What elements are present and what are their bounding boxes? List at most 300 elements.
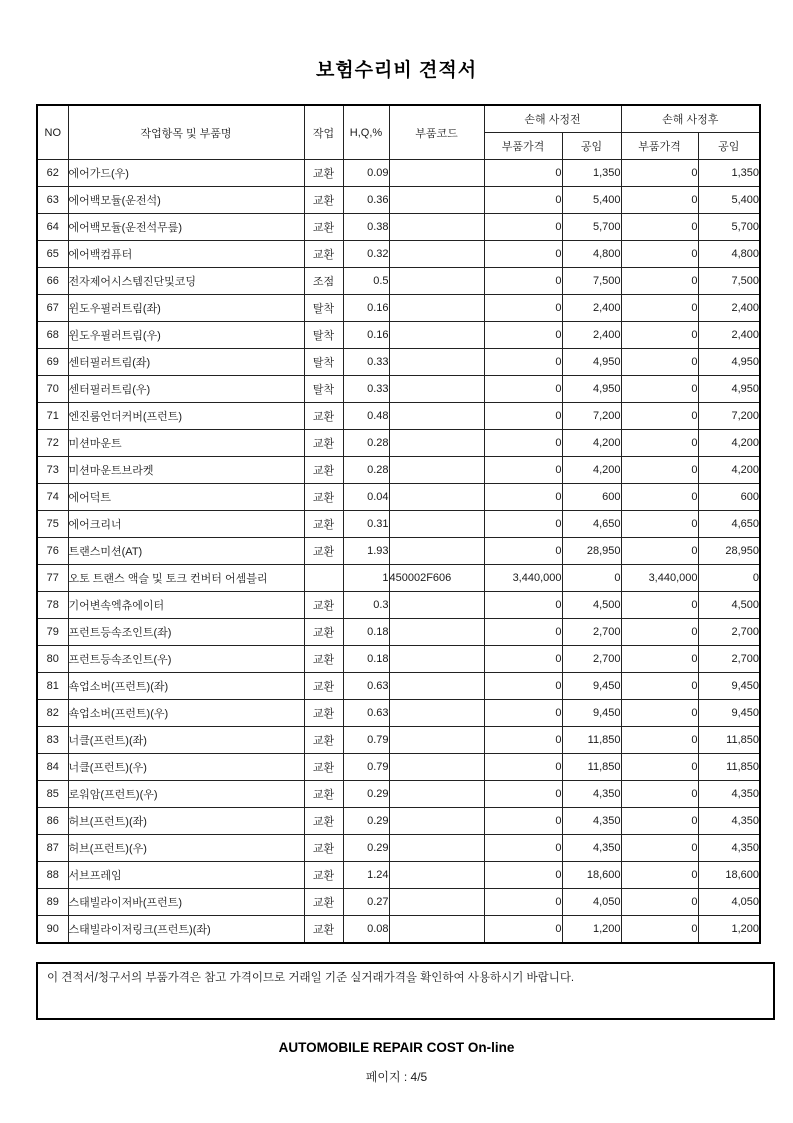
work-cell: 교환 [304,700,343,727]
part-code-cell: 450002F606 [389,565,484,592]
work-cell: 교환 [304,187,343,214]
hq-cell: 0.38 [343,214,389,241]
table-row [37,646,760,673]
item-cell: 허브(프런트)(좌) [68,808,304,835]
before-part-price-cell: 0 [484,592,562,619]
table-row [37,592,760,619]
after-part-price-cell: 3,440,000 [621,565,698,592]
before-part-price-cell: 0 [484,403,562,430]
work-cell: 교환 [304,160,343,187]
after-labor-cell: 1,350 [698,160,760,187]
item-cell: 트랜스미션(AT) [68,538,304,565]
no-cell: 83 [37,727,68,754]
part-code-cell [389,538,484,565]
work-cell: 교환 [304,916,343,944]
part-code-cell [389,808,484,835]
after-labor-cell: 18,600 [698,862,760,889]
work-cell: 교환 [304,430,343,457]
item-cell: 에어백모듈(운전석무릎) [68,214,304,241]
item-cell: 오토 트랜스 액슬 및 토크 컨버터 어셈블리 [68,565,304,592]
no-cell: 82 [37,700,68,727]
before-part-price-cell: 0 [484,322,562,349]
part-code-cell [389,457,484,484]
table-row [37,214,760,241]
no-cell: 87 [37,835,68,862]
item-cell: 너클(프런트)(좌) [68,727,304,754]
after-part-price-cell: 0 [621,430,698,457]
after-part-price-cell: 0 [621,484,698,511]
before-part-price-cell: 0 [484,241,562,268]
hq-cell: 0.18 [343,646,389,673]
no-cell: 68 [37,322,68,349]
item-cell: 쇽업소버(프런트)(우) [68,700,304,727]
no-cell: 65 [37,241,68,268]
no-cell: 77 [37,565,68,592]
after-labor-cell: 5,400 [698,187,760,214]
before-assessment-group-header: 손해 사정전 [484,105,621,133]
after-part-price-cell: 0 [621,349,698,376]
after-labor-cell: 600 [698,484,760,511]
part-code-cell [389,160,484,187]
part-code-column-header: 부품코드 [389,105,484,160]
work-cell: 교환 [304,646,343,673]
before-labor-cell: 2,700 [562,619,621,646]
after-labor-cell: 4,050 [698,889,760,916]
hq-cell: 1 [343,565,389,592]
part-code-cell [389,376,484,403]
after-labor-cell: 0 [698,565,760,592]
no-cell: 64 [37,214,68,241]
work-cell: 탈착 [304,322,343,349]
item-cell: 프런트등속조인트(우) [68,646,304,673]
after-labor-cell: 2,400 [698,295,760,322]
table-row [37,241,760,268]
table-row [37,781,760,808]
after-assessment-group-header: 손해 사정후 [621,105,760,133]
table-row [37,727,760,754]
table-row [37,430,760,457]
table-row [37,403,760,430]
before-labor-cell: 0 [562,565,621,592]
work-cell: 교환 [304,538,343,565]
before-part-price-cell: 0 [484,268,562,295]
before-part-price-cell: 0 [484,295,562,322]
before-part-price-cell: 0 [484,214,562,241]
work-cell: 교환 [304,403,343,430]
hq-cell: 0.04 [343,484,389,511]
no-cell: 90 [37,916,68,944]
before-labor-cell: 4,200 [562,430,621,457]
estimate-table [36,104,761,944]
hq-cell: 1.24 [343,862,389,889]
after-labor-cell: 7,200 [698,403,760,430]
hq-cell: 0.28 [343,430,389,457]
work-cell: 교환 [304,808,343,835]
part-code-cell [389,295,484,322]
part-code-cell [389,511,484,538]
after-labor-cell: 4,350 [698,781,760,808]
work-cell: 교환 [304,835,343,862]
hq-cell: 0.63 [343,673,389,700]
no-cell: 63 [37,187,68,214]
work-cell: 교환 [304,727,343,754]
before-labor-cell: 600 [562,484,621,511]
after-part-price-cell: 0 [621,646,698,673]
after-labor-cell: 2,700 [698,619,760,646]
after-part-price-cell: 0 [621,835,698,862]
before-labor-cell: 5,700 [562,214,621,241]
after-labor-cell: 11,850 [698,727,760,754]
part-code-cell [389,430,484,457]
table-row [37,673,760,700]
before-labor-cell: 4,500 [562,592,621,619]
no-cell: 79 [37,619,68,646]
table-row [37,295,760,322]
before-labor-cell: 4,050 [562,889,621,916]
before-part-price-cell: 0 [484,916,562,944]
item-cell: 엔진룸언더커버(프런트) [68,403,304,430]
no-cell: 84 [37,754,68,781]
no-cell: 80 [37,646,68,673]
item-cell: 에어가드(우) [68,160,304,187]
hq-cell: 0.32 [343,241,389,268]
item-cell: 쇽업소버(프런트)(좌) [68,673,304,700]
after-labor-cell: 4,950 [698,376,760,403]
table-row [37,322,760,349]
before-labor-cell: 4,350 [562,781,621,808]
after-part-price-cell: 0 [621,160,698,187]
part-code-cell [389,835,484,862]
hq-cell: 0.48 [343,403,389,430]
after-labor-cell: 9,450 [698,673,760,700]
before-labor-cell: 4,950 [562,349,621,376]
hq-column-header: H,Q,% [343,105,389,160]
after-labor-cell: 4,800 [698,241,760,268]
item-cell: 서브프레임 [68,862,304,889]
hq-cell: 0.29 [343,835,389,862]
before-labor-cell: 2,400 [562,322,621,349]
hq-cell: 0.63 [343,700,389,727]
before-labor-cell: 7,200 [562,403,621,430]
after-part-price-cell: 0 [621,700,698,727]
item-cell: 미션마운트 [68,430,304,457]
before-part-price-cell: 0 [484,349,562,376]
before-part-price-cell: 0 [484,700,562,727]
before-part-price-cell: 0 [484,673,562,700]
after-part-price-cell: 0 [621,862,698,889]
hq-cell: 0.79 [343,727,389,754]
work-cell: 탈착 [304,349,343,376]
after-labor-cell: 4,950 [698,349,760,376]
item-column-header: 작업항목 및 부품명 [68,105,304,160]
item-cell: 에어덕트 [68,484,304,511]
before-part-price-cell: 0 [484,754,562,781]
item-cell: 스태빌라이저링크(프런트)(좌) [68,916,304,944]
before-labor-cell: 28,950 [562,538,621,565]
table-row [37,376,760,403]
work-cell: 교환 [304,214,343,241]
work-cell: 교환 [304,754,343,781]
table-row [37,889,760,916]
after-part-price-cell: 0 [621,781,698,808]
hq-cell: 0.08 [343,916,389,944]
table-row [37,268,760,295]
document-title: 보험수리비 견적서 [315,60,478,81]
item-cell: 스태빌라이저바(프런트) [68,889,304,916]
table-row [37,457,760,484]
before-labor-cell: 4,800 [562,241,621,268]
after-part-price-cell: 0 [621,187,698,214]
after-labor-cell: 4,200 [698,457,760,484]
part-code-cell [389,403,484,430]
after-part-price-cell: 0 [621,511,698,538]
after-labor-cell: 1,200 [698,916,760,944]
before-part-price-cell: 0 [484,484,562,511]
after-labor-header: 공임 [698,133,760,160]
after-part-price-cell: 0 [621,403,698,430]
part-code-cell [389,187,484,214]
item-cell: 전자제어시스템진단및코딩 [68,268,304,295]
before-part-price-cell: 0 [484,646,562,673]
no-cell: 86 [37,808,68,835]
after-part-price-cell: 0 [621,241,698,268]
part-code-cell [389,889,484,916]
part-code-cell [389,754,484,781]
after-labor-cell: 4,500 [698,592,760,619]
before-part-price-cell: 0 [484,538,562,565]
part-code-cell [389,349,484,376]
after-part-price-cell: 0 [621,754,698,781]
work-cell: 교환 [304,457,343,484]
before-labor-cell: 4,200 [562,457,621,484]
table-row [37,862,760,889]
after-labor-cell: 4,200 [698,430,760,457]
hq-cell: 0.33 [343,376,389,403]
after-part-price-cell: 0 [621,322,698,349]
page-indicator: 페이지 : 4/5 [365,1070,428,1084]
before-labor-cell: 9,450 [562,700,621,727]
table-row [37,349,760,376]
before-labor-cell: 4,350 [562,835,621,862]
before-labor-cell: 2,400 [562,295,621,322]
item-cell: 윈도우필러트림(우) [68,322,304,349]
before-labor-cell: 5,400 [562,187,621,214]
no-cell: 85 [37,781,68,808]
table-row [37,160,760,187]
hq-cell: 0.09 [343,160,389,187]
table-row [37,700,760,727]
work-column-header: 작업 [304,105,343,160]
work-cell: 교환 [304,889,343,916]
item-cell: 윈도우필러트림(좌) [68,295,304,322]
table-row [37,565,760,592]
before-part-price-cell: 0 [484,727,562,754]
no-cell: 70 [37,376,68,403]
hq-cell: 0.27 [343,889,389,916]
part-code-cell [389,781,484,808]
before-labor-cell: 4,950 [562,376,621,403]
no-cell: 73 [37,457,68,484]
work-cell: 교환 [304,673,343,700]
before-labor-cell: 1,350 [562,160,621,187]
work-cell: 교환 [304,511,343,538]
work-cell: 교환 [304,484,343,511]
before-part-price-cell: 0 [484,781,562,808]
hq-cell: 0.29 [343,781,389,808]
notice-box [36,962,775,1020]
table-row [37,187,760,214]
item-cell: 기어변속엑츄에이터 [68,592,304,619]
item-cell: 센터필러트림(우) [68,376,304,403]
work-cell [304,565,343,592]
no-cell: 69 [37,349,68,376]
no-cell: 67 [37,295,68,322]
part-code-cell [389,862,484,889]
part-code-cell [389,673,484,700]
before-labor-cell: 2,700 [562,646,621,673]
after-part-price-cell: 0 [621,214,698,241]
after-labor-cell: 28,950 [698,538,760,565]
after-part-price-cell: 0 [621,538,698,565]
no-cell: 74 [37,484,68,511]
before-labor-cell: 9,450 [562,673,621,700]
work-cell: 교환 [304,241,343,268]
before-labor-cell: 18,600 [562,862,621,889]
table-row [37,511,760,538]
before-labor-cell: 1,200 [562,916,621,944]
hq-cell: 0.28 [343,457,389,484]
part-code-cell [389,322,484,349]
before-labor-cell: 11,850 [562,754,621,781]
after-labor-cell: 5,700 [698,214,760,241]
item-cell: 프런트등속조인트(좌) [68,619,304,646]
item-cell: 허브(프런트)(우) [68,835,304,862]
item-cell: 센터필러트림(좌) [68,349,304,376]
work-cell: 교환 [304,619,343,646]
item-cell: 너클(프런트)(우) [68,754,304,781]
before-labor-header: 공임 [562,133,621,160]
work-cell: 교환 [304,781,343,808]
hq-cell: 0.79 [343,754,389,781]
hq-cell: 0.29 [343,808,389,835]
hq-cell: 0.18 [343,619,389,646]
before-part-price-cell: 0 [484,430,562,457]
before-part-price-cell: 0 [484,808,562,835]
after-labor-cell: 4,650 [698,511,760,538]
hq-cell: 0.3 [343,592,389,619]
work-cell: 탈착 [304,295,343,322]
after-part-price-cell: 0 [621,457,698,484]
after-labor-cell: 4,350 [698,835,760,862]
work-cell: 탈착 [304,376,343,403]
no-cell: 62 [37,160,68,187]
no-cell: 78 [37,592,68,619]
table-row [37,835,760,862]
after-labor-cell: 7,500 [698,268,760,295]
before-part-price-cell: 0 [484,862,562,889]
no-cell: 75 [37,511,68,538]
no-cell: 71 [37,403,68,430]
table-row [37,916,760,944]
after-part-price-cell: 0 [621,619,698,646]
hq-cell: 0.31 [343,511,389,538]
hq-cell: 0.33 [343,349,389,376]
before-part-price-cell: 0 [484,835,562,862]
after-labor-cell: 2,700 [698,646,760,673]
hq-cell: 0.16 [343,295,389,322]
work-cell: 교환 [304,862,343,889]
part-code-cell [389,619,484,646]
after-labor-cell: 4,350 [698,808,760,835]
table-row [37,619,760,646]
brand-line: AUTOMOBILE REPAIR COST On-line [278,1040,515,1055]
work-cell: 조점 [304,268,343,295]
no-cell: 88 [37,862,68,889]
before-part-price-cell: 0 [484,376,562,403]
no-cell: 76 [37,538,68,565]
before-part-price-cell: 0 [484,511,562,538]
item-cell: 에어백컴퓨터 [68,241,304,268]
before-part-price-cell: 3,440,000 [484,565,562,592]
before-part-price-cell: 0 [484,889,562,916]
before-labor-cell: 11,850 [562,727,621,754]
no-column-header: NO [37,105,68,160]
table-row [37,808,760,835]
after-part-price-header: 부품가격 [621,133,698,160]
before-part-price-header: 부품가격 [484,133,562,160]
after-labor-cell: 2,400 [698,322,760,349]
notice-text: 이 견적서/청구서의 부품가격은 참고 가격이므로 거래일 기준 실거래가격을 확인하여 사용하시기 바랍니다. [47,972,575,984]
after-part-price-cell: 0 [621,592,698,619]
part-code-cell [389,727,484,754]
item-cell: 로워암(프런트)(우) [68,781,304,808]
no-cell: 66 [37,268,68,295]
after-part-price-cell: 0 [621,376,698,403]
no-cell: 81 [37,673,68,700]
part-code-cell [389,646,484,673]
before-labor-cell: 4,650 [562,511,621,538]
part-code-cell [389,592,484,619]
item-cell: 미션마운트브라켓 [68,457,304,484]
part-code-cell [389,916,484,944]
hq-cell: 0.36 [343,187,389,214]
estimate-table-body [37,160,760,944]
after-part-price-cell: 0 [621,808,698,835]
after-labor-cell: 11,850 [698,754,760,781]
table-row [37,754,760,781]
part-code-cell [389,241,484,268]
before-part-price-cell: 0 [484,160,562,187]
hq-cell: 1.93 [343,538,389,565]
part-code-cell [389,214,484,241]
before-labor-cell: 7,500 [562,268,621,295]
after-part-price-cell: 0 [621,889,698,916]
after-labor-cell: 9,450 [698,700,760,727]
after-part-price-cell: 0 [621,916,698,944]
before-part-price-cell: 0 [484,187,562,214]
after-part-price-cell: 0 [621,295,698,322]
part-code-cell [389,484,484,511]
table-row [37,484,760,511]
item-cell: 에어크리너 [68,511,304,538]
item-cell: 에어백모듈(운전석) [68,187,304,214]
after-part-price-cell: 0 [621,268,698,295]
hq-cell: 0.5 [343,268,389,295]
after-part-price-cell: 0 [621,673,698,700]
part-code-cell [389,268,484,295]
work-cell: 교환 [304,592,343,619]
no-cell: 89 [37,889,68,916]
